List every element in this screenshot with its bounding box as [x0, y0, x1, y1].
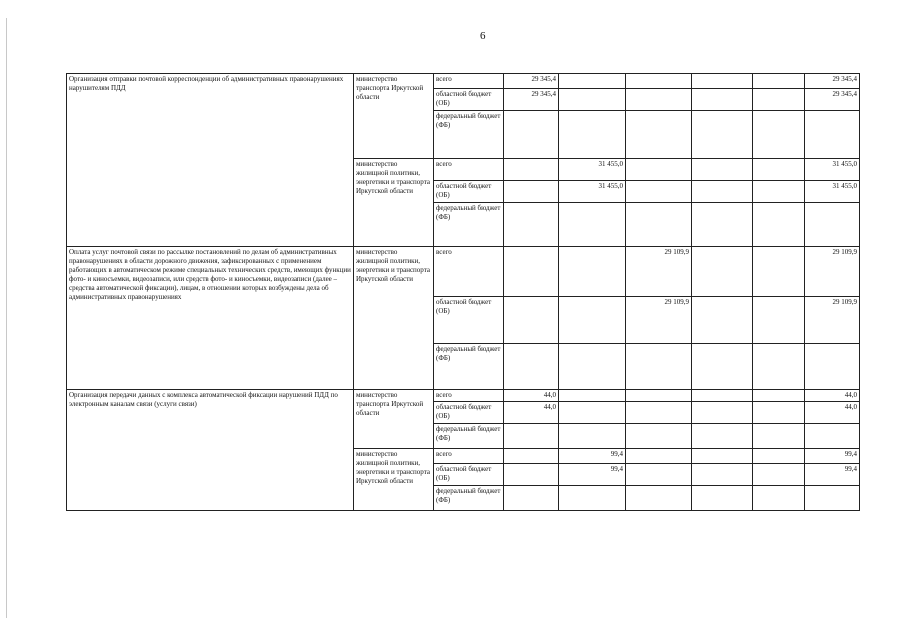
- value-cell-total: 29 109,9: [805, 297, 860, 344]
- value-cell-year-2: [559, 297, 626, 344]
- table-row: [67, 390, 860, 402]
- value-cell-total: 99,4: [805, 449, 860, 464]
- value-cell-year-3: [626, 390, 692, 402]
- value-cell-year-1: 44,0: [504, 402, 559, 424]
- value-cell-total: 29 345,4: [805, 74, 860, 89]
- value-cell-year-4: [692, 203, 753, 247]
- value-cell-year-1: 29 345,4: [504, 74, 559, 89]
- value-cell-year-4: [692, 89, 753, 111]
- measure-name-cell: Организация передачи данных с комплекса автоматической фиксации нарушений ПДД по электронным каналам связи (услуги связи): [67, 390, 354, 511]
- value-cell-year-3: [626, 344, 692, 390]
- budget-table: [66, 73, 860, 511]
- value-cell-year-4: [692, 74, 753, 89]
- value-cell-year-2: [559, 486, 626, 511]
- value-cell-total: [805, 111, 860, 159]
- funding-source-cell: областной бюджет (ОБ): [434, 402, 504, 424]
- value-cell-year-2: [559, 203, 626, 247]
- value-cell-total: 31 455,0: [805, 181, 860, 203]
- value-cell-year-4: [692, 344, 753, 390]
- measure-name-cell: Оплата услуг почтовой связи по рассылке постановлений по делам об административных правонарушениях в области дорожного движения, зафиксированных с применением работающих в автоматическом режиме специальных технических средств, имеющих функции фото- и киносъемки, видеозаписи, или средств фото- и киносъемки, видеозаписи (далее – средства автоматической фиксации), лицам, в отношении которых возбуждены дела об административных правонарушениях: [67, 247, 354, 390]
- value-cell-total: 99,4: [805, 464, 860, 486]
- value-cell-year-1: [504, 297, 559, 344]
- value-cell-year-3: [626, 424, 692, 449]
- value-cell-year-4: [692, 402, 753, 424]
- value-cell-year-1: [504, 449, 559, 464]
- table-row: [67, 247, 860, 297]
- value-cell-year-3: [626, 464, 692, 486]
- value-cell-year-2: 31 455,0: [559, 181, 626, 203]
- value-cell-year-3: [626, 402, 692, 424]
- value-cell-year-2: [559, 344, 626, 390]
- scan-margin-line: [6, 18, 7, 618]
- value-cell-year-3: [626, 203, 692, 247]
- measure-name-cell: Организация отправки почтовой корреспонденции об административных правонарушениях нарушителям ПДД: [67, 74, 354, 247]
- value-cell-year-5: [753, 390, 805, 402]
- value-cell-year-1: [504, 464, 559, 486]
- value-cell-year-5: [753, 449, 805, 464]
- value-cell-year-2: 99,4: [559, 464, 626, 486]
- funding-source-cell: областной бюджет (ОБ): [434, 464, 504, 486]
- value-cell-year-4: [692, 449, 753, 464]
- value-cell-year-4: [692, 181, 753, 203]
- value-cell-year-4: [692, 111, 753, 159]
- value-cell-year-5: [753, 424, 805, 449]
- value-cell-year-3: [626, 89, 692, 111]
- value-cell-year-5: [753, 297, 805, 344]
- value-cell-year-1: 29 345,4: [504, 89, 559, 111]
- value-cell-year-1: [504, 247, 559, 297]
- funding-source-cell: всего: [434, 74, 504, 89]
- value-cell-year-5: [753, 181, 805, 203]
- funding-source-cell: федеральный бюджет (ФБ): [434, 111, 504, 159]
- funding-source-cell: областной бюджет (ОБ): [434, 297, 504, 344]
- value-cell-year-5: [753, 486, 805, 511]
- value-cell-year-5: [753, 402, 805, 424]
- value-cell-total: [805, 486, 860, 511]
- value-cell-year-4: [692, 486, 753, 511]
- funding-source-cell: всего: [434, 449, 504, 464]
- value-cell-year-2: [559, 74, 626, 89]
- value-cell-year-4: [692, 159, 753, 181]
- funding-source-cell: всего: [434, 159, 504, 181]
- funding-source-cell: всего: [434, 390, 504, 402]
- funding-source-cell: федеральный бюджет (ФБ): [434, 344, 504, 390]
- value-cell-year-5: [753, 74, 805, 89]
- value-cell-year-3: 29 109,9: [626, 247, 692, 297]
- value-cell-year-2: [559, 247, 626, 297]
- value-cell-year-1: [504, 159, 559, 181]
- value-cell-year-5: [753, 464, 805, 486]
- value-cell-year-2: [559, 402, 626, 424]
- value-cell-year-1: [504, 181, 559, 203]
- value-cell-year-4: [692, 424, 753, 449]
- value-cell-year-2: 99,4: [559, 449, 626, 464]
- value-cell-total: 44,0: [805, 390, 860, 402]
- executor-cell: министерство жилищной политики, энергетики и транспорта Иркутской области: [354, 247, 434, 390]
- value-cell-year-3: [626, 181, 692, 203]
- value-cell-year-4: [692, 297, 753, 344]
- value-cell-year-2: [559, 111, 626, 159]
- value-cell-total: [805, 203, 860, 247]
- value-cell-year-4: [692, 390, 753, 402]
- value-cell-year-3: [626, 159, 692, 181]
- value-cell-year-3: [626, 111, 692, 159]
- value-cell-year-5: [753, 159, 805, 181]
- funding-source-cell: областной бюджет (ОБ): [434, 89, 504, 111]
- value-cell-total: 31 455,0: [805, 159, 860, 181]
- executor-cell: министерство жилищной политики, энергетики и транспорта Иркутской области: [354, 159, 434, 247]
- value-cell-year-1: [504, 486, 559, 511]
- value-cell-year-1: 44,0: [504, 390, 559, 402]
- value-cell-year-3: [626, 74, 692, 89]
- value-cell-year-1: [504, 424, 559, 449]
- executor-cell: министерство транспорта Иркутской области: [354, 74, 434, 159]
- value-cell-year-1: [504, 203, 559, 247]
- funding-source-cell: федеральный бюджет (ФБ): [434, 203, 504, 247]
- value-cell-total: 29 345,4: [805, 89, 860, 111]
- value-cell-year-3: [626, 449, 692, 464]
- table-row: [67, 74, 860, 89]
- value-cell-year-2: [559, 424, 626, 449]
- funding-source-cell: областной бюджет (ОБ): [434, 181, 504, 203]
- funding-source-cell: всего: [434, 247, 504, 297]
- value-cell-year-4: [692, 464, 753, 486]
- value-cell-year-5: [753, 344, 805, 390]
- value-cell-year-5: [753, 111, 805, 159]
- page-number: 6: [480, 30, 486, 42]
- value-cell-year-5: [753, 203, 805, 247]
- value-cell-year-5: [753, 89, 805, 111]
- funding-source-cell: федеральный бюджет (ФБ): [434, 424, 504, 449]
- value-cell-year-1: [504, 344, 559, 390]
- value-cell-year-1: [504, 111, 559, 159]
- executor-cell: министерство жилищной политики, энергетики и транспорта Иркутской области: [354, 449, 434, 511]
- value-cell-year-5: [753, 247, 805, 297]
- value-cell-year-2: [559, 89, 626, 111]
- value-cell-year-2: [559, 390, 626, 402]
- executor-cell: министерство транспорта Иркутской области: [354, 390, 434, 449]
- value-cell-total: [805, 344, 860, 390]
- value-cell-year-3: 29 109,9: [626, 297, 692, 344]
- value-cell-total: [805, 424, 860, 449]
- value-cell-year-2: 31 455,0: [559, 159, 626, 181]
- value-cell-total: 44,0: [805, 402, 860, 424]
- value-cell-year-3: [626, 486, 692, 511]
- value-cell-total: 29 109,9: [805, 247, 860, 297]
- funding-source-cell: федеральный бюджет (ФБ): [434, 486, 504, 511]
- value-cell-year-4: [692, 247, 753, 297]
